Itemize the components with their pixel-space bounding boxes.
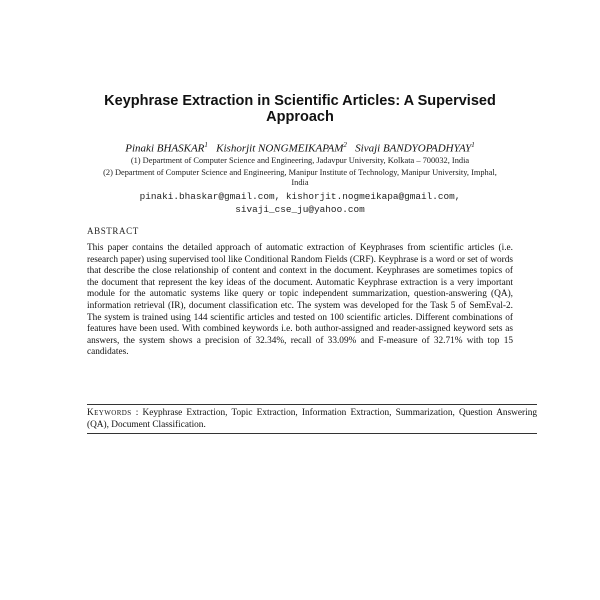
author-emails [90, 191, 510, 216]
abstract-heading: ABSTRACT [87, 226, 139, 236]
author-name: Pinaki BHASKAR [125, 142, 205, 155]
author-name: Sivaji BANDYOPADHYAY [355, 142, 472, 155]
keywords-bottom-rule [87, 433, 537, 434]
email-line: pinaki.bhaskar@gmail.com, kishorjit.nogmeikapa@gmail.com, [139, 191, 461, 202]
paper-title: Keyphrase Extraction in Scientific Articles: A Supervised Approach [104, 93, 496, 125]
email-line: sivaji_cse_ju@yahoo.com [235, 203, 365, 215]
keywords-heading: Keywords [87, 408, 132, 418]
author-affil-mark: 1 [204, 141, 208, 149]
affiliation-1: (1) Department of Computer Science and Engineering, Jadavpur University, Kolkata – 700032, India [130, 156, 470, 165]
abstract-body: This paper contains the detailed approach of automatic extraction of Keyphrases from scientific articles (i.e. research paper) using supervised tool like Conditional Random Fields (CRF). Keyphrase is a word or set of words that describe the close relationship of content and context in the document. Keyphrases are sometimes topics of the document that represent the key ideas of the document. Automatic Keyphrase extraction is a very important module for the automatic systems like query or topic independent summarization, question-answering (QA), information retrieval (IR), document classification etc. The system was developed for the Task 5 of SemEval-2. The system is trained using 144 scientific articles and tested on 100 scientific articles. Different combinations of features have been used. With combined keywords i.e. both author-assigned and reader-assigned keyword sets as answers, the system shows a precision of 32.34%, recall of 33.09% and F-measure of 32.71% with top 15 candidates. [87, 243, 513, 358]
keywords-section [87, 407, 537, 431]
keywords-top-rule [87, 404, 537, 405]
author-affil-mark: 2 [343, 141, 347, 149]
author-affil-mark: 1 [471, 141, 475, 149]
author-name: Kishorjit NONGMEIKAPAM [216, 142, 344, 155]
author-list [90, 139, 510, 156]
keywords-text: : Keyphrase Extraction, Topic Extraction, Information Extraction, Summarization, Question Answering (QA), Document Classification. [87, 408, 537, 430]
affiliation-2: (2) Department of Computer Science and Engineering, Manipur Institute of Technology, Manipur University, Imphal, India [103, 168, 497, 187]
